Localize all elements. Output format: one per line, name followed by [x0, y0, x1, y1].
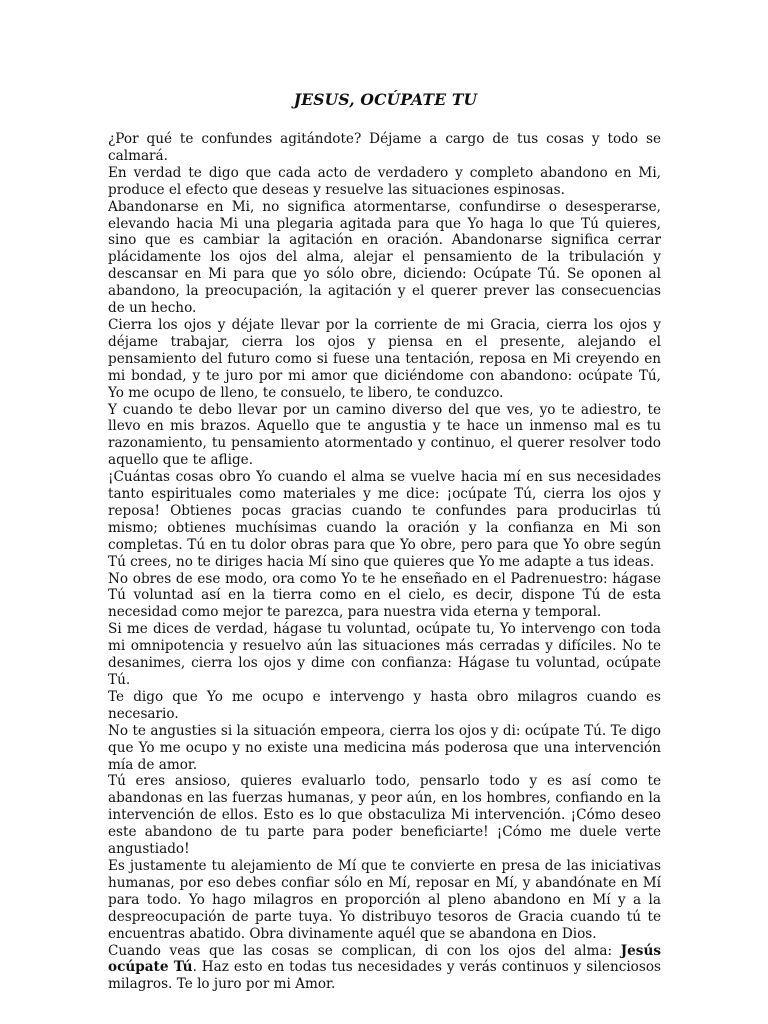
paragraph: Cierra los ojos y déjate llevar por la corriente de mi Gracia, cierra los ojos y déjame trabajar, cierra los ojos y piensa en el presente, alejando el pensamiento del futuro como si fuese una tentación, reposa en Mi creyendo en mi bondad, y te juro por mi amor que diciéndome con abandono: ocúpate Tú, Yo me ocupo de lleno, te consuelo, te libero, te conduzco.: [108, 316, 661, 401]
document-page: [108, 90, 661, 993]
paragraph: No obres de ese modo, ora como Yo te he enseñado en el Padrenuestro: hágase Tú voluntad así en la tierra como en el cielo, es decir, dispone Tú de esta necesidad como mejor te parezca, para nuestra vida eterna y temporal.: [108, 570, 661, 621]
paragraph: En verdad te digo que cada acto de verdadero y completo abandono en Mi, produce el efecto que deseas y resuelve las situaciones espinosas.: [108, 164, 661, 198]
paragraph: Te digo que Yo me ocupo e intervengo y hasta obro milagros cuando es necesario.: [108, 688, 661, 722]
closing-text-after: . Haz esto en todas tus necesidades y verás continuos y silenciosos milagros. Te lo juro por mi Amor.: [108, 959, 662, 993]
paragraph: Tú eres ansioso, quieres evaluarlo todo, pensarlo todo y es así como te abandonas en las fuerzas humanas, y peor aún, en los hombres, confiando en la intervención de ellos. Esto es lo que obstaculiza Mi intervención. ¡Cómo deseo este abandono de tu parte para poder beneficiarte! ¡Cómo me duele verte angustiado!: [108, 773, 661, 858]
paragraph: Si me dices de verdad, hágase tu voluntad, ocúpate tu, Yo intervengo con toda mi omnipotencia y resuelvo aún las situaciones más cerradas y difíciles. No te desanimes, cierra los ojos y dime con confianza: Hágase tu voluntad, ocúpate Tú.: [108, 621, 661, 688]
paragraph: No te angusties si la situación empeora, cierra los ojos y di: ocúpate Tú. Te digo que Yo me ocupo y no existe una medicina más poderosa que una intervención mía de amor.: [108, 722, 661, 773]
closing-paragraph: [108, 943, 661, 994]
paragraph: ¿Por qué te confundes agitándote? Déjame a cargo de tus cosas y todo se calmará.: [108, 131, 661, 164]
paragraph: Abandonarse en Mi, no significa atormentarse, confundirse o desesperarse, elevando hacia Mi una plegaria agitada para que Yo haga lo que Tú quieres, sino que es cambiar la agitación en oración. Abandonarse significa cerrar plácidamente los ojos del alma, alejar el pensamiento de la tribulación y descansar en Mi para que yo sólo obre, diciendo: Ocúpate Tú. Se oponen al abandono, la preocupación, la agitación y el querer prever las consecuencias de un hecho.: [108, 198, 661, 317]
document-title: JESUS, OCÚPATE TU: [293, 90, 478, 109]
paragraph: Y cuando te debo llevar por un camino diverso del que ves, yo te adiestro, te llevo en mis brazos. Aquello que te angustia y te hace un inmenso mal es tu razonamiento, tu pensamiento atormentado y continuo, el querer resolver todo aquello que te aflige.: [108, 401, 661, 469]
closing-text-before: Cuando veas que las cosas se complican, di con los ojos del alma:: [108, 942, 621, 959]
closing-emphasis: Jesús ocúpate Tú: [108, 942, 661, 976]
paragraph: Es justamente tu alejamiento de Mí que te convierte en presa de las iniciativas humanas, por eso debes confiar sólo en Mí, reposar en Mí, y abandónate en Mí para todo. Yo hago milagros en proporción al pleno abandono en Mí y a la despreocupación de parte tuya. Yo distribuyo tesoros de Gracia cuando tú te encuentras abatido. Obra divinamente aquél que se abandona en Dios.: [108, 857, 661, 942]
paragraph: ¡Cuántas cosas obro Yo cuando el alma se vuelve hacia mí en sus necesidades tanto espirituales como materiales y me dice: ¡ocúpate Tú, cierra los ojos y reposa! Obtienes pocas gracias cuando te confundes para producirlas tú mismo; obtienes muchísimas cuando la oración y la confianza en Mi son completas. Tú en tu dolor obras para que Yo obre, pero para que Yo obre según Tú crees, no te diriges hacia Mí sino que quieres que Yo me adapte a tus ideas.: [108, 469, 661, 570]
